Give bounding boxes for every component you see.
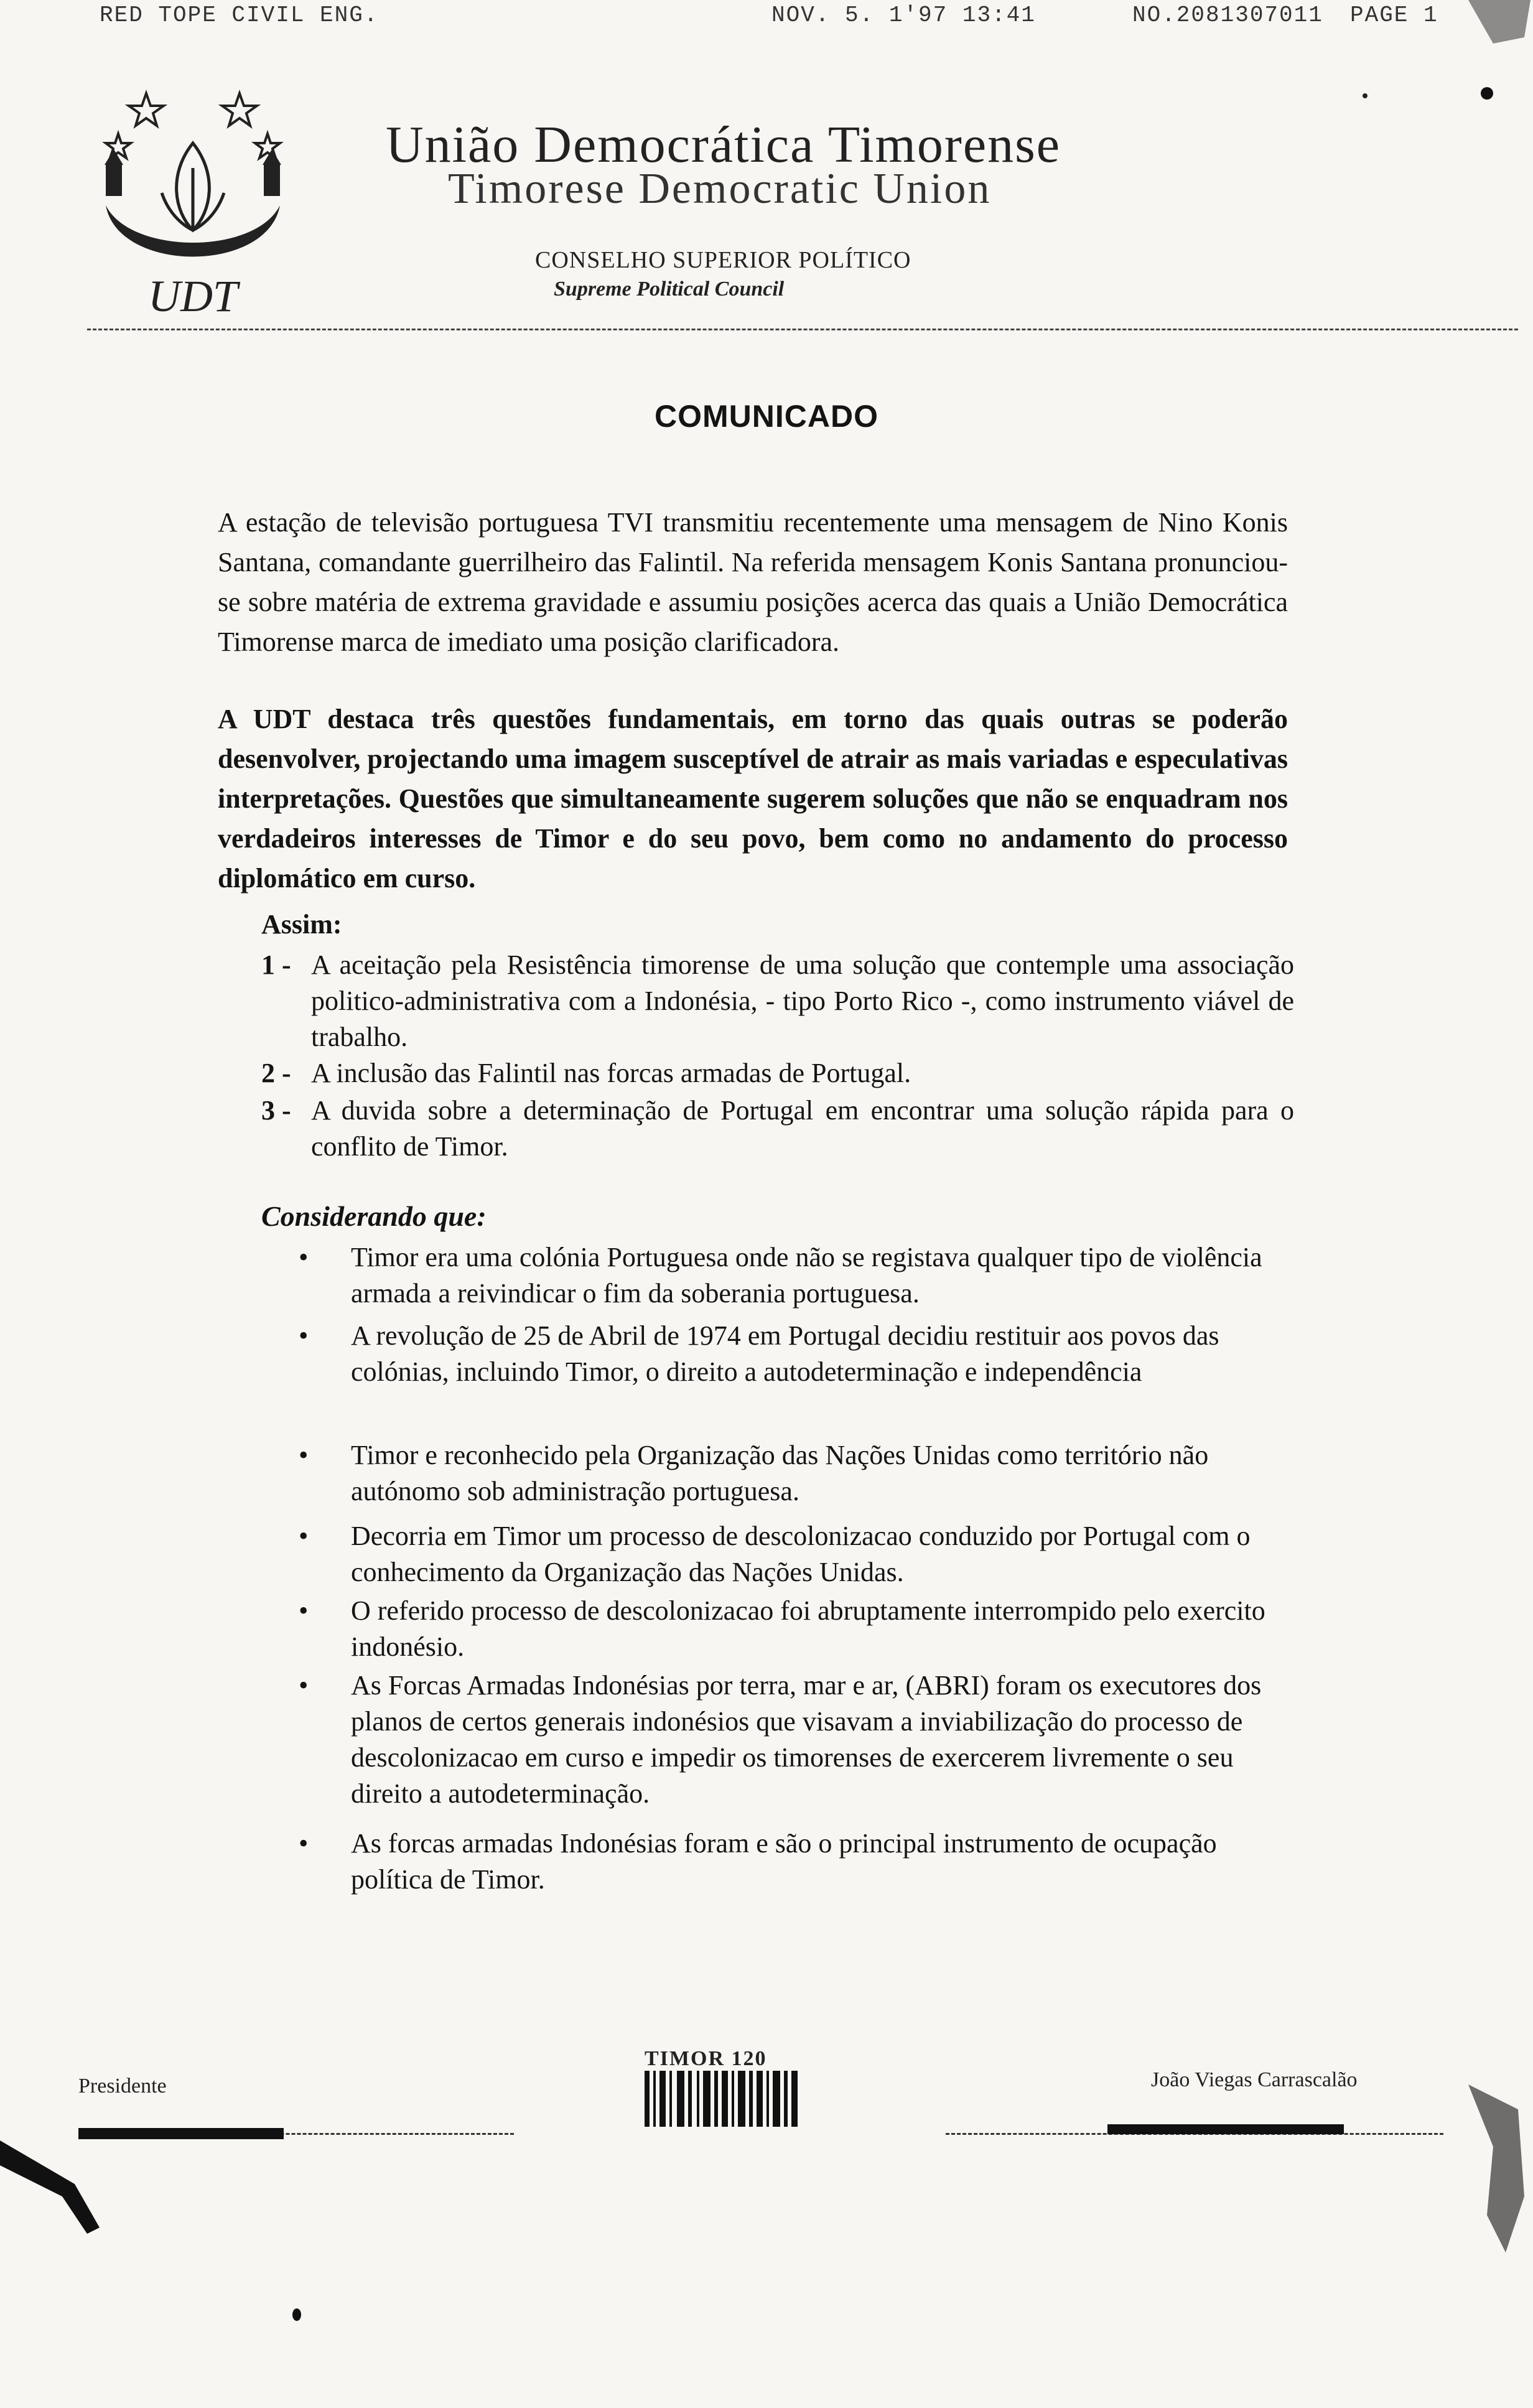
bullet-icon: •	[299, 1440, 309, 1470]
logo-text: UDT	[147, 271, 238, 321]
corner-smudge	[1431, 2072, 1531, 2259]
point-number: 3 -	[261, 1095, 291, 1126]
bullet-icon: •	[299, 1521, 309, 1551]
bullet-text: As forcas armadas Indonésias foram e são o principal instrumento de ocupação política de Timor.	[351, 1828, 1217, 1895]
bullet-text: As Forcas Armadas Indonésias por terra, mar e ar, (ABRI) foram os executores dos planos de certos generais indonésios que visavam a inviabilização do processo de descolonizacao em curso e impedir os timorenses de exercerem livremente o seu direito a autodeterminação.	[351, 1670, 1262, 1809]
udt-logo	[93, 87, 292, 324]
president-label: Presidente	[78, 2074, 167, 2098]
flame-icon	[162, 143, 224, 230]
fax-datetime: NOV. 5. 1'97 13:41	[771, 2, 1036, 28]
council-name-en: Supreme Political Council	[554, 278, 785, 301]
assim-label: Assim:	[261, 909, 342, 940]
signer-name: João Viegas Carrascalão	[1151, 2068, 1358, 2091]
council-name-pt: CONSELHO SUPERIOR POLÍTICO	[535, 247, 911, 273]
scan-speck	[1363, 93, 1368, 98]
bullet-icon: •	[299, 1670, 309, 1701]
scan-speck	[1481, 87, 1493, 100]
point-number: 1 -	[261, 950, 291, 980]
fax-page: PAGE 1	[1350, 2, 1438, 28]
bullet-text: Decorria em Timor um processo de descolonizacao conduzido por Portugal com o conhecimento da Organização das Nações Unidas.	[351, 1521, 1251, 1587]
fax-number: NO.2081307011	[1132, 2, 1323, 28]
considerando-label: Considerando que:	[261, 1200, 487, 1232]
document-title: COMUNICADO	[655, 399, 878, 434]
corner-smudge	[1456, 0, 1531, 50]
org-name-en: Timorese Democratic Union	[448, 165, 992, 213]
paragraph-1: A estação de televisão portuguesa TVI transmitiu recentemente uma mensagem de Nino Konis Santana, comandante guerrilheiro das Falintil. Na referida mensagem Konis Santana pronunciou-se sobre matéria de extrema gravidade e assumiu posições acerca das quais a União Democrática Timorense marca de imediato uma posição clarificadora.	[218, 507, 1288, 657]
barcode-icon	[645, 2071, 806, 2127]
bullet-icon: •	[299, 1320, 309, 1351]
bullet-icon: •	[299, 1828, 309, 1859]
star-icon	[106, 93, 280, 158]
point-number: 2 -	[261, 1058, 291, 1088]
scan-mark	[78, 2128, 284, 2139]
scan-mark	[1107, 2124, 1344, 2134]
header-divider	[87, 329, 1518, 330]
point-text: A duvida sobre a determinação de Portugal em encontrar uma solução rápida para o conflito de Timor.	[311, 1095, 1294, 1162]
stamp-mark	[645, 2047, 806, 2147]
bullet-icon: •	[299, 1242, 309, 1272]
point-text: A aceitação pela Resistência timorense de uma solução que contemple uma associação politico-administrativa com a Indonésia, - tipo Porto Rico -, como instrumento viável de trabalho.	[311, 950, 1294, 1052]
bullet-text: A revolução de 25 de Abril de 1974 em Portugal decidiu restituir aos povos das colónias, incluindo Timor, o direito a autodeterminação e independência	[351, 1320, 1219, 1387]
bullet-icon: •	[299, 1595, 309, 1626]
fax-sender: RED TOPE CIVIL ENG.	[100, 2, 379, 28]
org-name-pt: União Democrática Timorense	[386, 116, 1061, 174]
bullet-text: Timor e reconhecido pela Organização das Nações Unidas como território não autónomo sob administração portuguesa.	[351, 1440, 1209, 1506]
stamp-text: TIMOR 120	[645, 2047, 767, 2070]
scan-speck	[292, 2308, 301, 2321]
paragraph-2: A UDT destaca três questões fundamentais, em torno das quais outras se poderão desenvolver, projectando uma imagem susceptível de atrair as mais variadas e especulativas interpretações. Questões que simultaneamente sugerem soluções que não se enquadram nos verdadeiros interesses de Timor e do seu povo, bem como no andamento do processo diplomático em curso.	[218, 704, 1288, 894]
bullet-text: O referido processo de descolonizacao foi abruptamente interrompido pelo exercito indonésio.	[351, 1595, 1265, 1662]
bullet-text: Timor era uma colónia Portuguesa onde não se registava qualquer tipo de violência armada a reivindicar o fim da soberania portuguesa.	[351, 1242, 1262, 1309]
point-text: A inclusão das Falintil nas forcas armadas de Portugal.	[311, 1058, 911, 1088]
fax-header	[25, 2, 1456, 32]
corner-smudge	[0, 2128, 106, 2252]
